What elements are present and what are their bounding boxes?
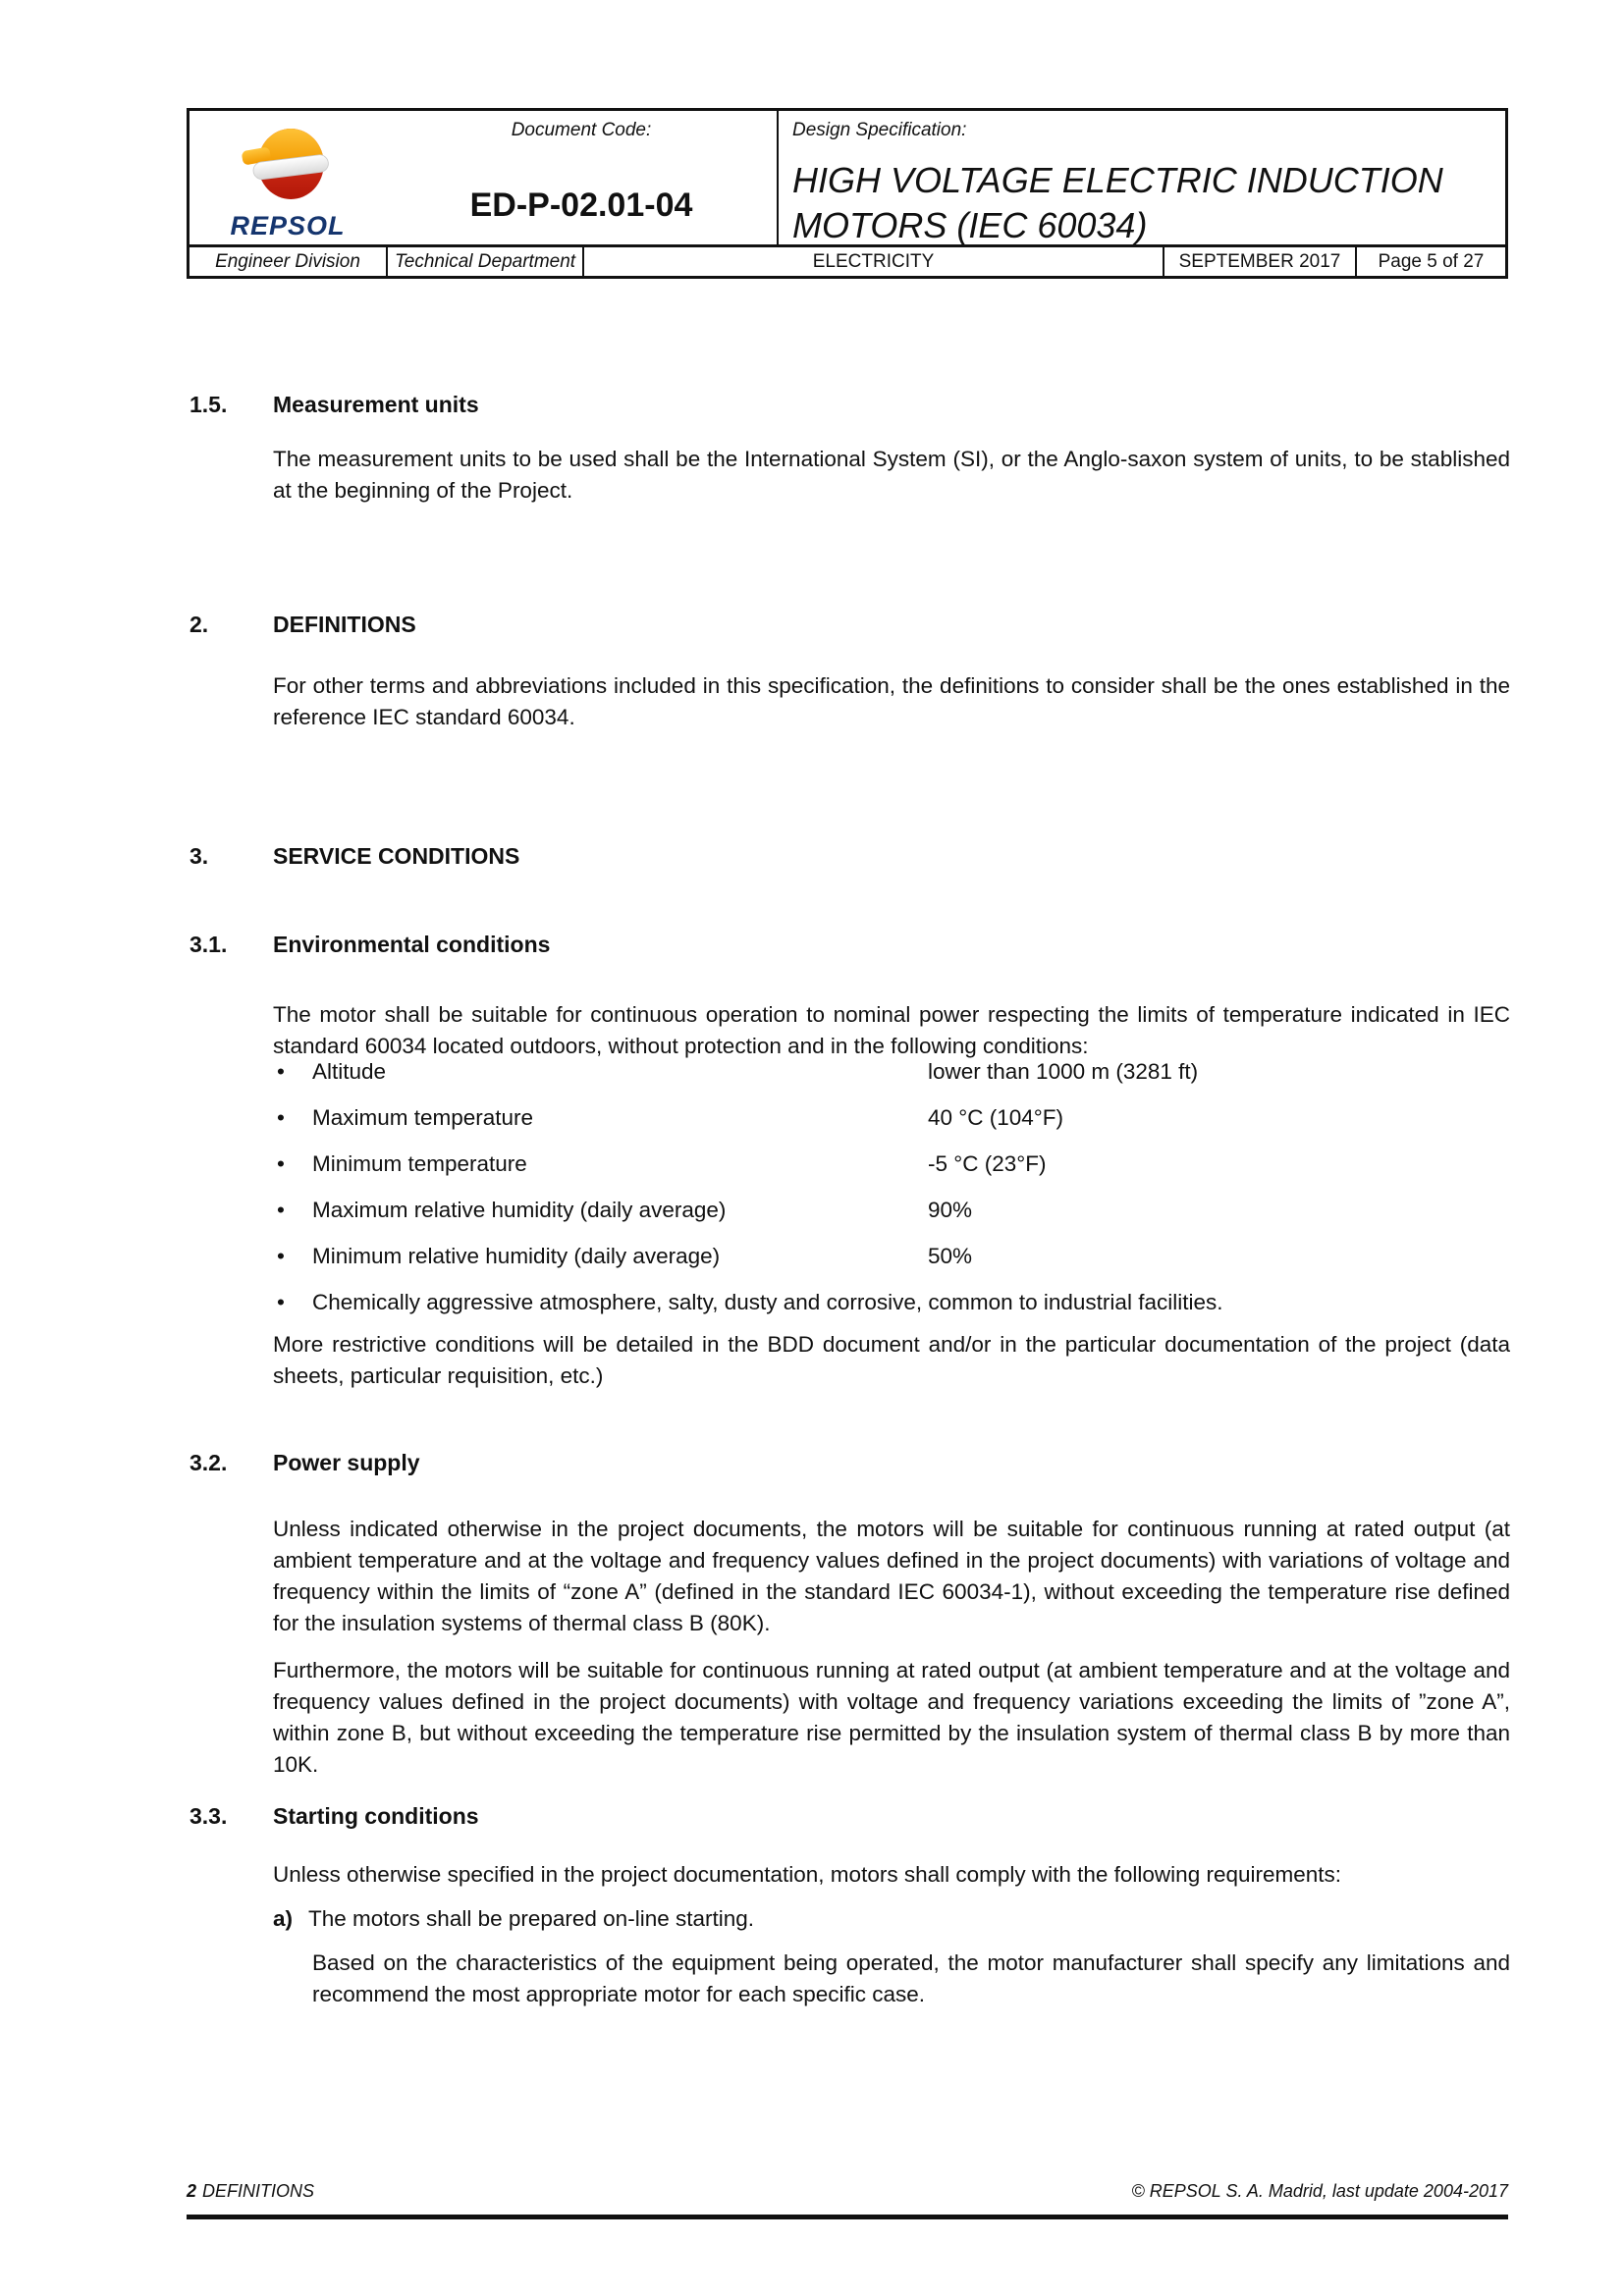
bullet-icon: • [277, 1151, 285, 1176]
bullet-value: 90% [928, 1198, 973, 1222]
section-3-1-closing-paragraph: More restrictive conditions will be detailed in the BDD document and/or in the particular documentation of the project (data sheets, particular requisition, etc.) [273, 1332, 1510, 1388]
bullet-value: 40 °C (104°F) [928, 1105, 1064, 1130]
footer-section-number: 2 [187, 2181, 197, 2201]
section-3-heading: SERVICE CONDITIONS [273, 843, 520, 869]
bullet-label: Maximum temperature [312, 1105, 534, 1130]
list-item-a [273, 1903, 1510, 1935]
document-code-value: ED-P-02.01-04 [469, 187, 693, 224]
environment-conditions-list [275, 1056, 1510, 1333]
section-3-1-number: 3.1. [189, 932, 228, 957]
repsol-wordmark: REPSOL [230, 210, 346, 240]
footer-left [187, 2179, 314, 2203]
document-code-cell [386, 111, 777, 244]
section-3-3-sub-paragraph: Based on the characteristics of the equipment being operated, the motor manufacturer shall specify any limitations and recommend the most appropriate motor for each specific case. [312, 1950, 1510, 2006]
bullet-icon: • [277, 1244, 285, 1268]
bullet-value: -5 °C (23°F) [928, 1151, 1047, 1176]
logo-cell [189, 111, 386, 244]
list-item-a-marker: a) [273, 1906, 294, 1931]
section-1-5-paragraph: The measurement units to be used shall be the International System (SI), or the Anglo-saxon system of units, to be stablished at the beginning of the Project. [273, 447, 1510, 503]
list-item [275, 1102, 1510, 1148]
document-code-label: Document Code: [511, 120, 652, 140]
section-3-1-paragraph: The motor shall be suitable for continuous operation to nominal power respecting the limits of temperature indicated in IEC standard 60034 located outdoors, without protection and in the following conditions: [273, 1002, 1510, 1058]
bullet-icon: • [277, 1059, 285, 1084]
bullet-label: Minimum temperature [312, 1151, 527, 1176]
design-spec-cell [777, 111, 1505, 244]
section-3-number: 3. [189, 843, 209, 869]
bullet-value: lower than 1000 m (3281 ft) [928, 1059, 1199, 1084]
bullet-value: 50% [928, 1244, 973, 1268]
section-3-2-paragraph-2: Furthermore, the motors will be suitable for continuous running at rated output (at ambient temperature and at the voltage and frequency values defined in the project documents) with voltage and frequency variations exceeding the limits of ”zone A”, within zone B, but without exceeding the temperature rise permitted by the insulation system of thermal class B by more than 10K. [273, 1658, 1510, 1777]
section-3-2-paragraph-1: Unless indicated otherwise in the project documents, the motors will be suitable for continuous running at rated output (at ambient temperature and at the voltage and frequency values defined in the project documents) with variations of voltage and frequency within the limits of “zone A” (defined in the standard IEC 60034-1), without exceeding the temperature rise defined for the insulation systems of thermal class B (80K). [273, 1517, 1510, 1635]
list-item [275, 1056, 1510, 1102]
list-item-a-text: The motors shall be prepared on-line starting. [308, 1906, 755, 1931]
bullet-icon: • [277, 1198, 285, 1222]
header-top-row [189, 111, 1505, 244]
header-bottom-row [189, 244, 1505, 276]
section-2-number: 2. [189, 612, 209, 637]
footer-copyright: © REPSOL S. A. Madrid, last update 2004-2017 [1131, 2181, 1508, 2201]
section-2-heading: DEFINITIONS [273, 612, 416, 637]
section-3-3-number: 3.3. [189, 1803, 228, 1829]
section-3-3-paragraph: Unless otherwise specified in the project documentation, motors shall comply with the following requirements: [273, 1862, 1342, 1887]
section-3-2-number: 3.2. [189, 1450, 228, 1475]
header-table [187, 108, 1508, 279]
footer-rule [187, 2215, 1508, 2219]
bullet-label: Minimum relative humidity (daily average) [312, 1244, 721, 1268]
repsol-logo-icon [241, 119, 335, 209]
header-discipline: ELECTRICITY [582, 247, 1163, 276]
bullet-label: Altitude [312, 1059, 387, 1084]
section-3-2-heading: Power supply [273, 1450, 420, 1475]
design-spec-label: Design Specification: [792, 120, 967, 140]
header-page-number: Page 5 of 27 [1355, 247, 1505, 276]
section-3-3-heading: Starting conditions [273, 1803, 479, 1829]
header-division: Engineer Division [215, 250, 360, 272]
footer-section-title: DEFINITIONS [202, 2181, 315, 2201]
document-title: HIGH VOLTAGE ELECTRIC INDUCTION MOTORS (IEC 60034) [792, 160, 1443, 245]
list-item [275, 1241, 1510, 1287]
list-item [275, 1195, 1510, 1241]
page-footer [187, 2179, 1508, 2203]
section-3-1-heading: Environmental conditions [273, 932, 551, 957]
section-1-5-heading: Measurement units [273, 392, 479, 417]
bullet-icon: • [277, 1105, 285, 1130]
list-item [275, 1148, 1510, 1195]
section-1-5-number: 1.5. [189, 392, 228, 417]
bullet-label: Chemically aggressive atmosphere, salty, dusty and corrosive, common to industrial facilities. [312, 1290, 1223, 1314]
header-department: Technical Department [386, 247, 582, 276]
bullet-label: Maximum relative humidity (daily average) [312, 1198, 727, 1222]
section-2-paragraph: For other terms and abbreviations included in this specification, the definitions to consider shall be the ones established in the reference IEC standard 60034. [273, 673, 1510, 729]
header-date: SEPTEMBER 2017 [1163, 247, 1355, 276]
list-item [275, 1287, 1510, 1333]
bullet-icon: • [277, 1290, 285, 1314]
